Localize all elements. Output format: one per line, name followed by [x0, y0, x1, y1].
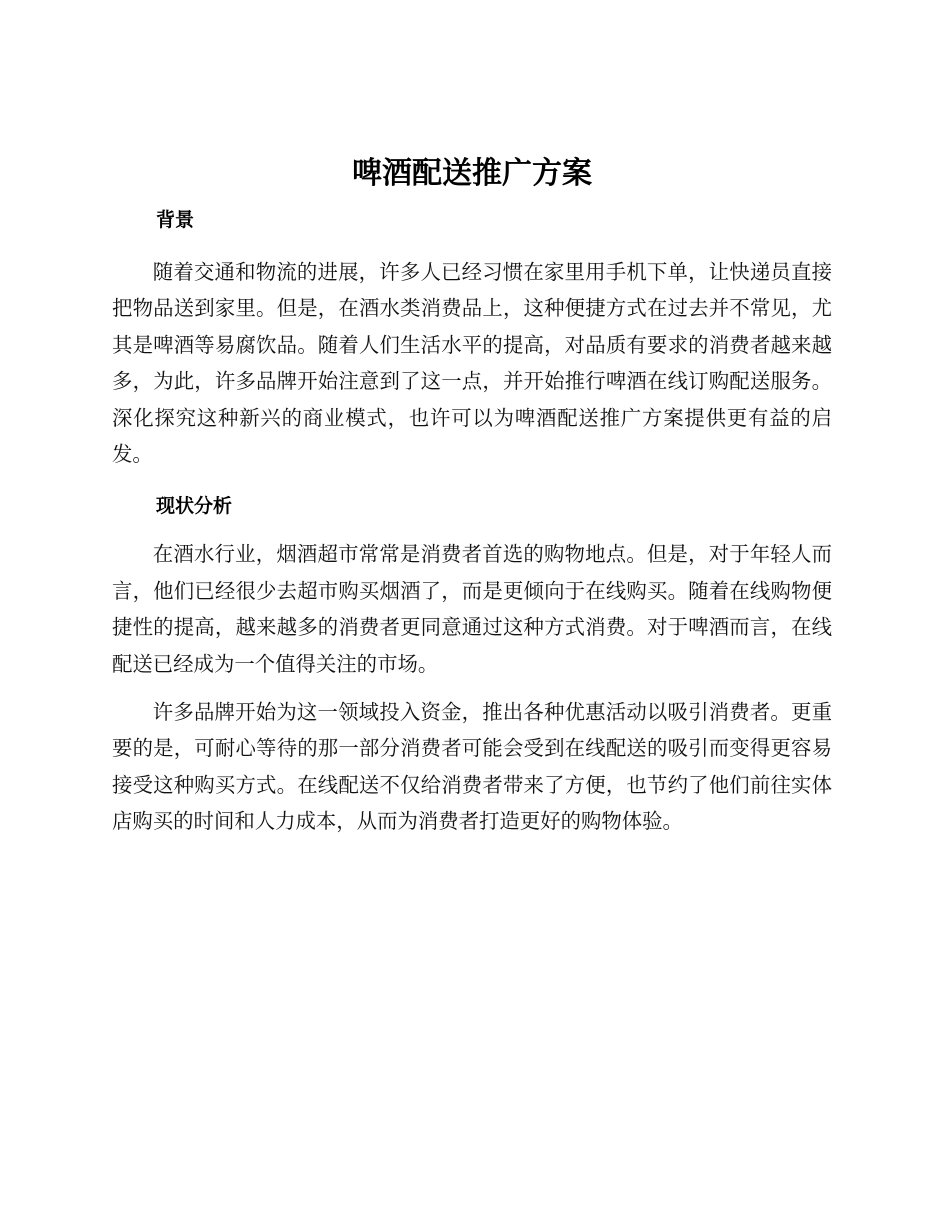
document-body — [112, 148, 832, 840]
document-title: 啤酒配送推广方案 — [352, 156, 592, 191]
paragraph-status-analysis-1: 在酒水行业，烟酒超市常常是消费者首选的购物地点。但是，对于年轻人而言，他们已经很少去超市购买烟酒了，而是更倾向于在线购买。随着在线购物便捷性的提高，越来越多的消费者更同意通过这种方式消费。对于啤酒而言，在线配送已经成为一个值得关注的市场。 — [112, 542, 832, 676]
section-heading-status-analysis: 现状分析 — [156, 495, 233, 518]
section-heading-background: 背景 — [156, 209, 195, 231]
paragraph-status-analysis-2: 许多品牌开始为这一领域投入资金，推出各种优惠活动以吸引消费者。更重要的是，可耐心等待的那一部分消费者可能会受到在线配送的吸引而变得更容易接受这种购买方式。在线配送不仅给消费者带来了方便，也节约了他们前往实体店购买的时间和人力成本，从而为消费者打造更好的购物体验。 — [112, 700, 832, 834]
paragraph-background-1: 随着交通和物流的进展，许多人已经习惯在家里用手机下单，让快递员直接把物品送到家里。但是，在酒水类消费品上，这种便捷方式在过去并不常见，尤其是啤酒等易腐饮品。随着人们生活水平的提高，对品质有要求的消费者越来越多，为此，许多品牌开始注意到了这一点，并开始推行啤酒在线订购配送服务。深化探究这种新兴的商业模式，也许可以为啤酒配送推广方案提供更有益的启发。 — [112, 260, 832, 467]
